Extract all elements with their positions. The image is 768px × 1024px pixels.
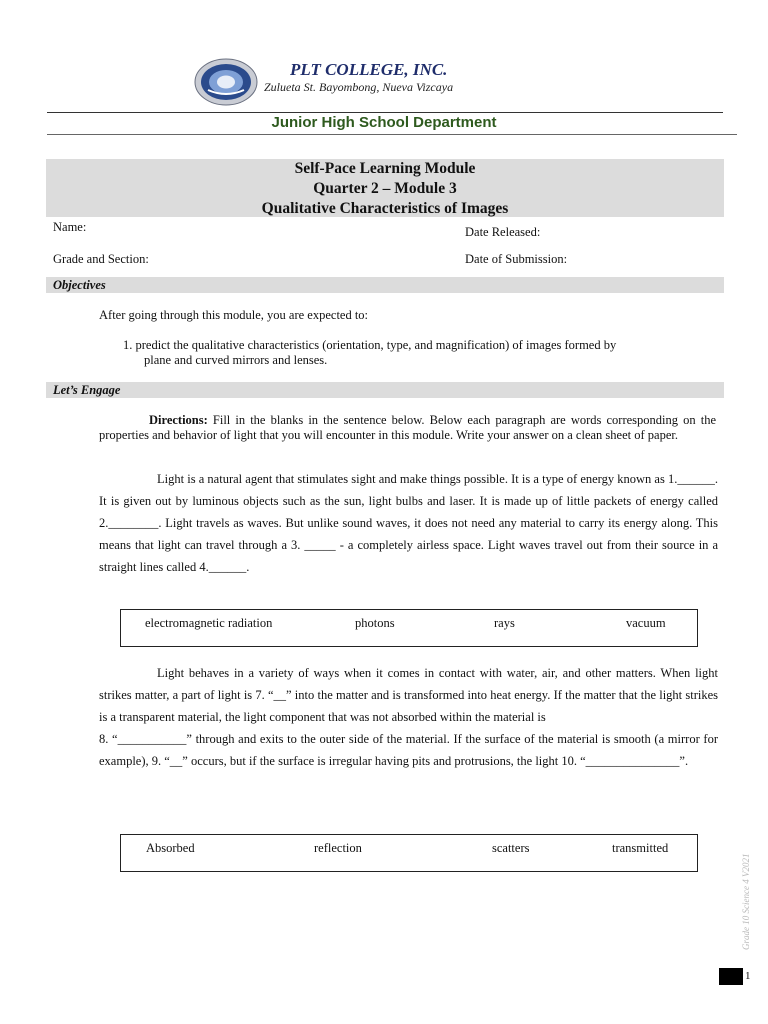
word-bank-1-choice: electromagnetic radiation xyxy=(145,616,273,630)
department-divider xyxy=(47,134,737,135)
module-title-line1: Self-Pace Learning Module xyxy=(294,160,476,177)
word-bank-1-choice: photons xyxy=(355,616,395,630)
objectives-intro: After going through this module, you are expected to: xyxy=(99,308,369,322)
page-marker xyxy=(719,968,743,985)
side-footer-text: Grade 10 Science 4 V2021 xyxy=(741,853,751,950)
paragraph-1-text: Light is a natural agent that stimulates sight and make things possible. It is a type of energy known as 1.______. It is given out by luminous objects such as the sun, light bulbs and laser. It is made up of little packets of energy called 2.________. Light travels as waves. But unlike sound waves, it does not need any material to carry its energy along. This means that light can travel through a 3. _____ - a completely airless space. Light waves travel out from their source in a straight lines called 4.______. xyxy=(99,472,718,574)
word-bank-2-choice: transmitted xyxy=(612,841,669,855)
word-bank-2 xyxy=(120,834,698,872)
college-name: PLT COLLEGE, INC. xyxy=(290,60,448,79)
grade-section-label: Grade and Section: xyxy=(53,252,149,266)
engage-heading: Let’s Engage xyxy=(46,382,724,398)
directions-text: Fill in the blanks in the sentence below. Below each paragraph are words corresponding on the properties and behavior of light that you will encounter in this module. Write your answer on a clean sheet of paper. xyxy=(99,413,716,442)
objective-item-1-cont: plane and curved mirrors and lenses. xyxy=(144,353,328,367)
paragraph-2-text-a: Light behaves in a variety of ways when it comes in contact with water, air, and other matters. When light strikes matter, a part of light is 7. “__” into the matter and is transformed into heat energy. If the matter that the light strikes is a transparent material, the light component that was not absorbed within the material is xyxy=(99,666,718,724)
name-field-label: Name: xyxy=(53,220,87,234)
objectives-heading: Objectives xyxy=(46,277,724,293)
page-number: 1 xyxy=(745,970,751,982)
module-title-block xyxy=(46,159,724,217)
word-bank-1-choice: rays xyxy=(494,616,515,630)
date-released-label: Date Released: xyxy=(465,225,541,239)
module-title-line2: Quarter 2 – Module 3 xyxy=(313,180,457,197)
paragraph-2 xyxy=(99,662,718,772)
department-title: Junior High School Department xyxy=(271,114,497,131)
word-bank-2-choice: reflection xyxy=(314,841,362,855)
word-bank-2-choice: scatters xyxy=(492,841,530,855)
directions xyxy=(99,413,716,443)
word-bank-1-choice: vacuum xyxy=(626,616,666,630)
paragraph-1 xyxy=(99,468,718,578)
objective-item-1: 1. predict the qualitative characteristics (orientation, type, and magnification) of images formed by xyxy=(123,338,617,352)
college-logo xyxy=(194,58,258,106)
directions-label: Directions: xyxy=(149,413,208,427)
header-divider xyxy=(47,112,723,113)
word-bank-2-choice: Absorbed xyxy=(146,841,195,855)
college-address: Zulueta St. Bayombong, Nueva Vizcaya xyxy=(264,80,454,94)
module-title-line3: Qualitative Characteristics of Images xyxy=(261,200,509,217)
date-submission-label: Date of Submission: xyxy=(465,252,568,266)
word-bank-1 xyxy=(120,609,698,647)
paragraph-2-text-b: 8. “___________” through and exits to the outer side of the material. If the surface of the material is smooth (a mirror for example), 9. “__” occurs, but if the surface is irregular having pits and protrusions, the light 10. “_______________”. xyxy=(99,732,718,768)
